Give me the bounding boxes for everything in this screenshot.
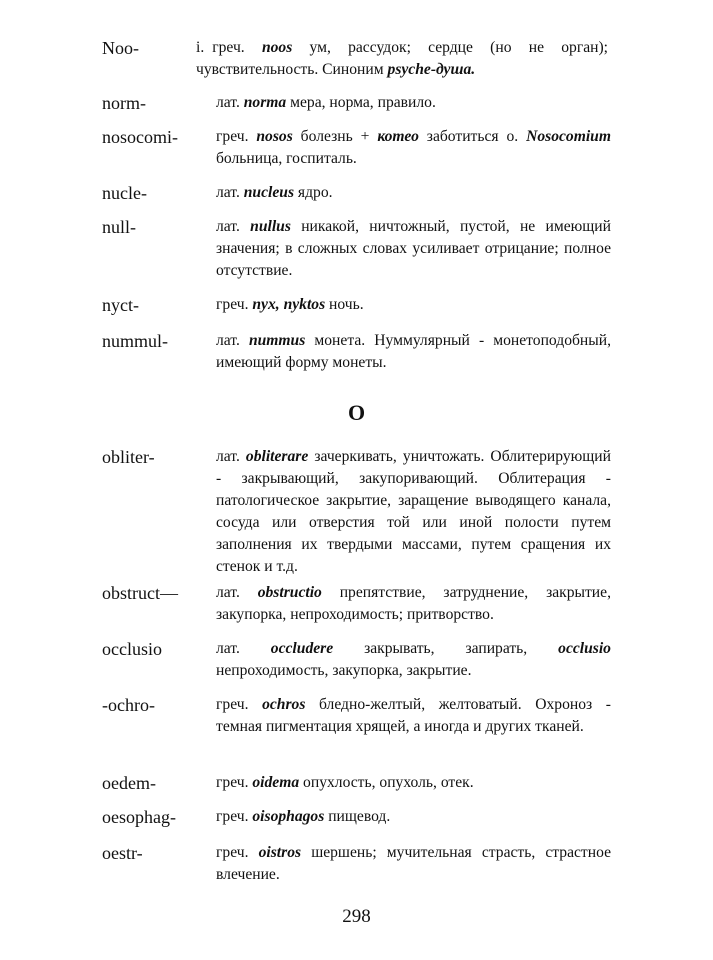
definition-text: греч. bbox=[216, 774, 253, 791]
entry-term: -ochro- bbox=[102, 695, 155, 715]
definition-text: лат. bbox=[216, 640, 271, 657]
definition-text: непроходимость, закупорка, закрытие. bbox=[216, 662, 472, 679]
entry-term: obliter- bbox=[102, 447, 155, 467]
headword-term: nyx, nyktos bbox=[252, 296, 326, 313]
headword-term: occludere bbox=[270, 640, 334, 657]
headword-term: nummus bbox=[248, 332, 306, 349]
headword-term: oistros bbox=[258, 844, 302, 861]
entry-definition bbox=[216, 806, 611, 828]
headword-term: oisophagos bbox=[252, 808, 325, 825]
definition-text: больница, госпиталь. bbox=[216, 150, 357, 167]
definition-text: греч. bbox=[216, 844, 259, 861]
definition-text: греч. bbox=[216, 808, 253, 825]
definition-text: лат. bbox=[216, 332, 249, 349]
headword-term: obstructio bbox=[257, 584, 322, 601]
entry-term: obstruct— bbox=[102, 583, 178, 603]
definition-text: монета. Нуммулярный - монетоподобный, имеющий форму монеты. bbox=[216, 332, 611, 371]
headword-term: nullus bbox=[250, 218, 291, 235]
headword-term: psyche-душа. bbox=[387, 61, 476, 78]
definition-text: греч. bbox=[212, 39, 262, 56]
entry-term: oestr- bbox=[102, 843, 143, 863]
definition-text: зачеркивать, уничтожать. Облитерирующий - закрывающий, закупоривающий. Облитерация - патологическое закрытие, заращение выводящего канала, сосуда или отверстия той или иной полости путем заполнения их твердыми массами, путем сращения их стенок и т.д. bbox=[216, 448, 611, 575]
definition-text: болезнь + bbox=[292, 128, 378, 145]
entry-definition bbox=[216, 446, 611, 578]
headword-term: nucleus bbox=[243, 184, 295, 201]
headword-term: noos bbox=[261, 39, 293, 56]
definition-text: греч. bbox=[216, 696, 263, 713]
definition-text: лат. bbox=[216, 584, 258, 601]
definition-text: препятствие, затруднение, закрытие, закупорка, непроходимость; притворство. bbox=[216, 584, 611, 623]
entry-number: i. bbox=[196, 39, 205, 56]
definition-text: шершень; мучительная страсть, страстное влечение. bbox=[216, 844, 611, 883]
headword-term: norma bbox=[243, 94, 287, 111]
headword-term: nosos bbox=[256, 128, 293, 145]
entry-term: null- bbox=[102, 217, 136, 237]
entry-term: nyct- bbox=[102, 295, 139, 315]
definition-text: опухлость, опухоль, отек. bbox=[299, 774, 474, 791]
headword-term: ochros bbox=[262, 696, 306, 713]
definition-text: мера, норма, правило. bbox=[286, 94, 436, 111]
definition-text: лат. bbox=[216, 218, 251, 235]
headword-term: oidema bbox=[252, 774, 300, 791]
headword-term: obliterare bbox=[245, 448, 309, 465]
page-number: 298 bbox=[342, 906, 371, 927]
definition-text: ночь. bbox=[325, 296, 364, 313]
section-heading: О bbox=[347, 400, 366, 425]
entry-definition bbox=[196, 37, 608, 81]
definition-text: лат. bbox=[216, 448, 246, 465]
entry-term: Noo- bbox=[102, 38, 139, 58]
entry-definition bbox=[216, 694, 611, 738]
entry-definition bbox=[216, 92, 611, 114]
entry-term: norm- bbox=[102, 93, 146, 113]
entry-definition bbox=[216, 638, 611, 682]
entry-term: oedem- bbox=[102, 773, 156, 793]
definition-text: лат. bbox=[216, 184, 244, 201]
definition-text: ум, рассудок; сердце (но не орган); чувствительность. Синоним bbox=[196, 39, 609, 78]
definition-text: бледно-желтый, желтоватый. Охроноз - темная пигментация хрящей, а иногда и других тканей. bbox=[216, 696, 611, 735]
definition-text: никакой, ничтожный, пустой, не имеющий значения; в сложных словах усиливает отрицание; полное отсутствие. bbox=[216, 218, 611, 279]
entry-definition bbox=[216, 842, 611, 886]
entry-term: nosocomi- bbox=[102, 127, 178, 147]
entry-definition bbox=[216, 772, 611, 794]
definition-text: закрывать, запирать, bbox=[333, 640, 559, 657]
definition-text: пищевод. bbox=[324, 808, 391, 825]
headword-term: occlusio bbox=[558, 640, 611, 657]
entry-definition bbox=[216, 216, 611, 282]
entry-definition bbox=[216, 182, 611, 204]
entry-term: occlusio bbox=[102, 639, 162, 659]
entry-definition bbox=[216, 330, 611, 374]
definition-text: греч. bbox=[216, 128, 257, 145]
definition-text: ядро. bbox=[294, 184, 333, 201]
entry-term: nummul- bbox=[102, 331, 168, 351]
entry-definition bbox=[216, 582, 611, 626]
entry-definition bbox=[216, 294, 611, 316]
definition-text: заботиться о. bbox=[418, 128, 527, 145]
entry-definition bbox=[216, 126, 611, 170]
definition-text: греч. bbox=[216, 296, 253, 313]
definition-text: лат. bbox=[216, 94, 244, 111]
entry-term: oesophag- bbox=[102, 807, 176, 827]
headword-term: котео bbox=[377, 128, 419, 145]
headword-term: Nosocomium bbox=[526, 128, 611, 145]
entry-term: nucle- bbox=[102, 183, 147, 203]
